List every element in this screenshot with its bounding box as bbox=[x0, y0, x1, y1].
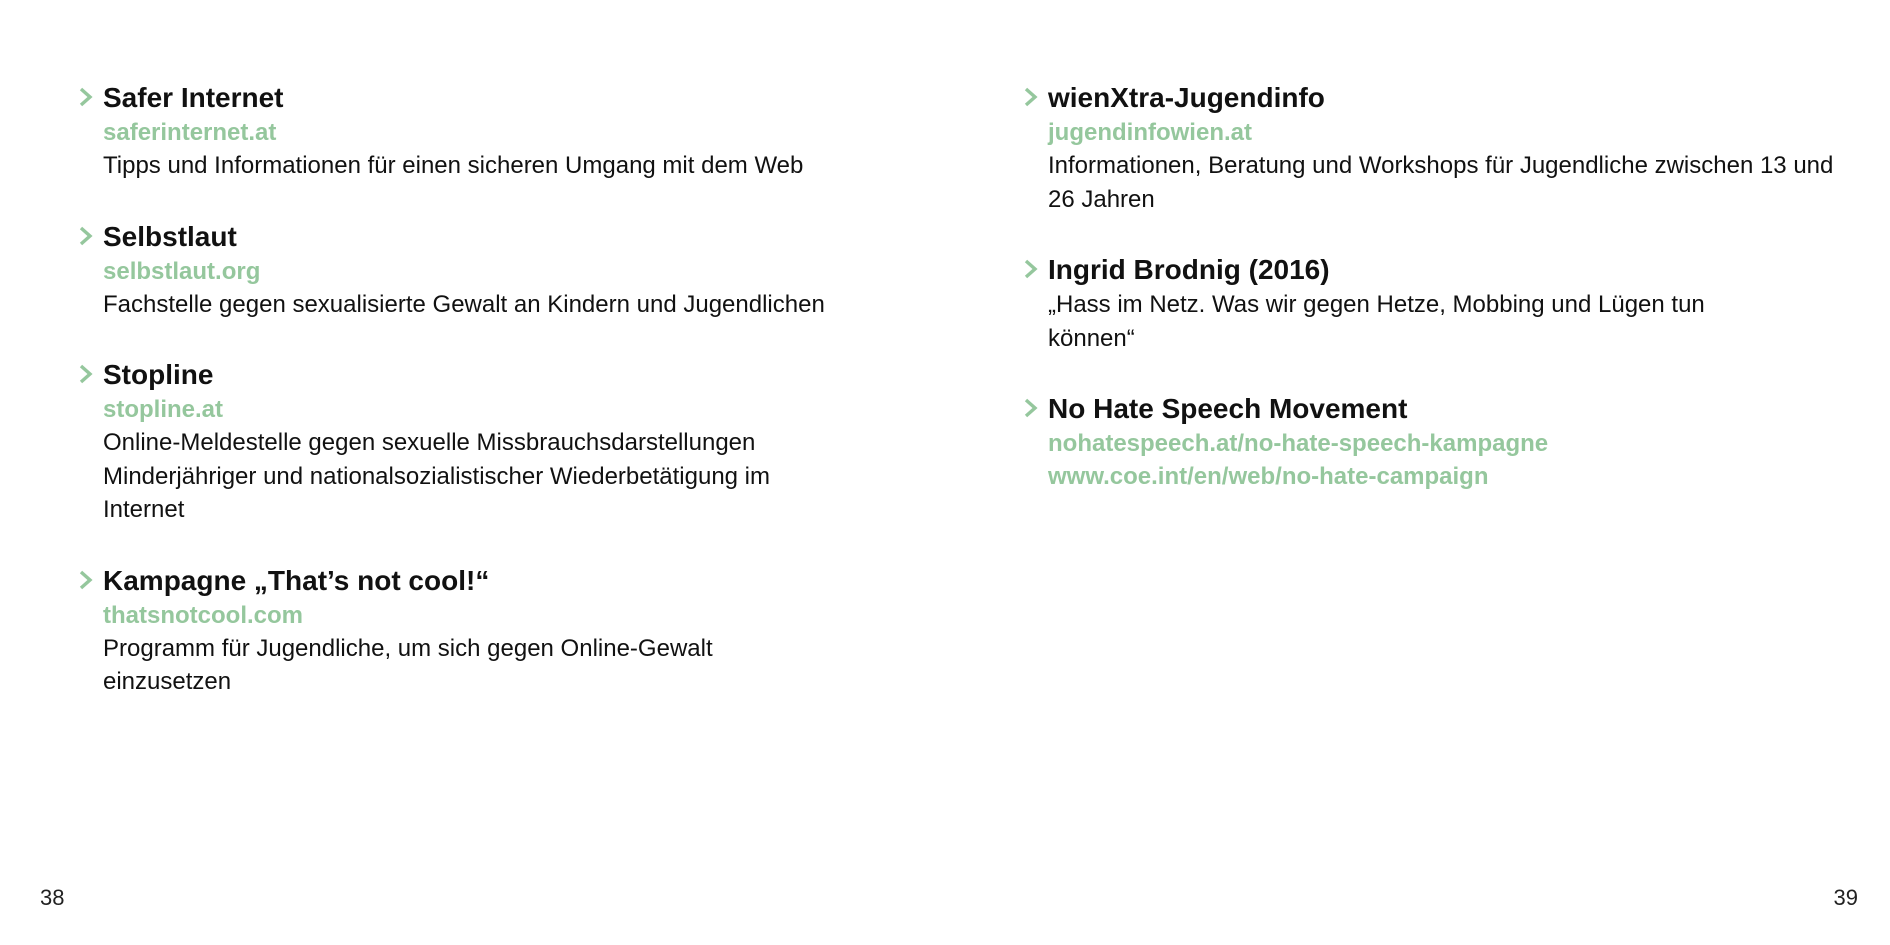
resource-title: No Hate Speech Movement bbox=[1048, 393, 1408, 424]
resource-title: Ingrid Brodnig (2016) bbox=[1048, 254, 1330, 285]
resource-link[interactable]: saferinternet.at bbox=[103, 119, 277, 146]
resource-entry-wienxtra bbox=[1023, 80, 1843, 216]
chevron-right-icon bbox=[78, 363, 96, 385]
resource-description: „Hass im Netz. Was wir gegen Hetze, Mobbing und Lügen tun können“ bbox=[1048, 291, 1705, 352]
resource-title: Safer Internet bbox=[103, 82, 284, 113]
resource-title: Selbstlaut bbox=[103, 220, 237, 252]
resource-entry-safer-internet bbox=[78, 80, 878, 183]
resource-link[interactable]: jugendinfowien.at bbox=[1048, 119, 1252, 146]
resource-title: Kampagne „That’s not cool!“ bbox=[103, 564, 490, 596]
resource-link[interactable]: selbstlaut.org bbox=[103, 257, 261, 285]
chevron-right-icon bbox=[78, 225, 96, 247]
resource-entry-stopline bbox=[78, 357, 878, 527]
right-page bbox=[945, 0, 1890, 945]
resource-description: Fachstelle gegen sexualisierte Gewalt an Kindern und Jugendlichen bbox=[103, 290, 825, 318]
resource-entry-thats-not-cool bbox=[78, 563, 878, 699]
chevron-right-icon bbox=[78, 569, 96, 591]
resource-link[interactable]: www.coe.int/en/web/no-hate-campaign bbox=[1048, 463, 1489, 490]
resource-link[interactable]: thatsnotcool.com bbox=[103, 601, 304, 629]
resource-entry-ingrid-brodnig bbox=[1023, 252, 1843, 355]
resource-list-left bbox=[78, 80, 878, 735]
chevron-right-icon bbox=[1023, 86, 1041, 108]
resource-description: Online-Meldestelle gegen sexuelle Missbrauchsdarstellungen Minderjähriger und nationalsozialistischer Wiederbetätigung im Internet bbox=[103, 429, 771, 523]
resource-description: Tipps und Informationen für einen sicheren Umgang mit dem Web bbox=[103, 152, 804, 179]
chevron-right-icon bbox=[1023, 258, 1041, 280]
resource-title: Stopline bbox=[103, 359, 214, 390]
resource-description: Informationen, Beratung und Workshops für Jugendliche zwischen 13 und 26 Jahren bbox=[1048, 152, 1834, 213]
resource-title: wienXtra-Jugendinfo bbox=[1048, 82, 1325, 113]
resource-link[interactable]: nohatespeech.at/no-hate-speech-kampagne bbox=[1048, 430, 1549, 457]
resource-description: Programm für Jugendliche, um sich gegen Online-Gewalt einzusetzen bbox=[103, 634, 713, 695]
resource-link[interactable]: stopline.at bbox=[103, 396, 224, 423]
chevron-right-icon bbox=[78, 86, 96, 108]
page-number: 39 bbox=[1833, 885, 1858, 910]
resource-list-right bbox=[1023, 80, 1843, 529]
resource-entry-no-hate-speech bbox=[1023, 391, 1843, 493]
page-number: 38 bbox=[40, 885, 65, 910]
resource-entry-selbstlaut bbox=[78, 219, 878, 322]
chevron-right-icon bbox=[1023, 397, 1041, 419]
